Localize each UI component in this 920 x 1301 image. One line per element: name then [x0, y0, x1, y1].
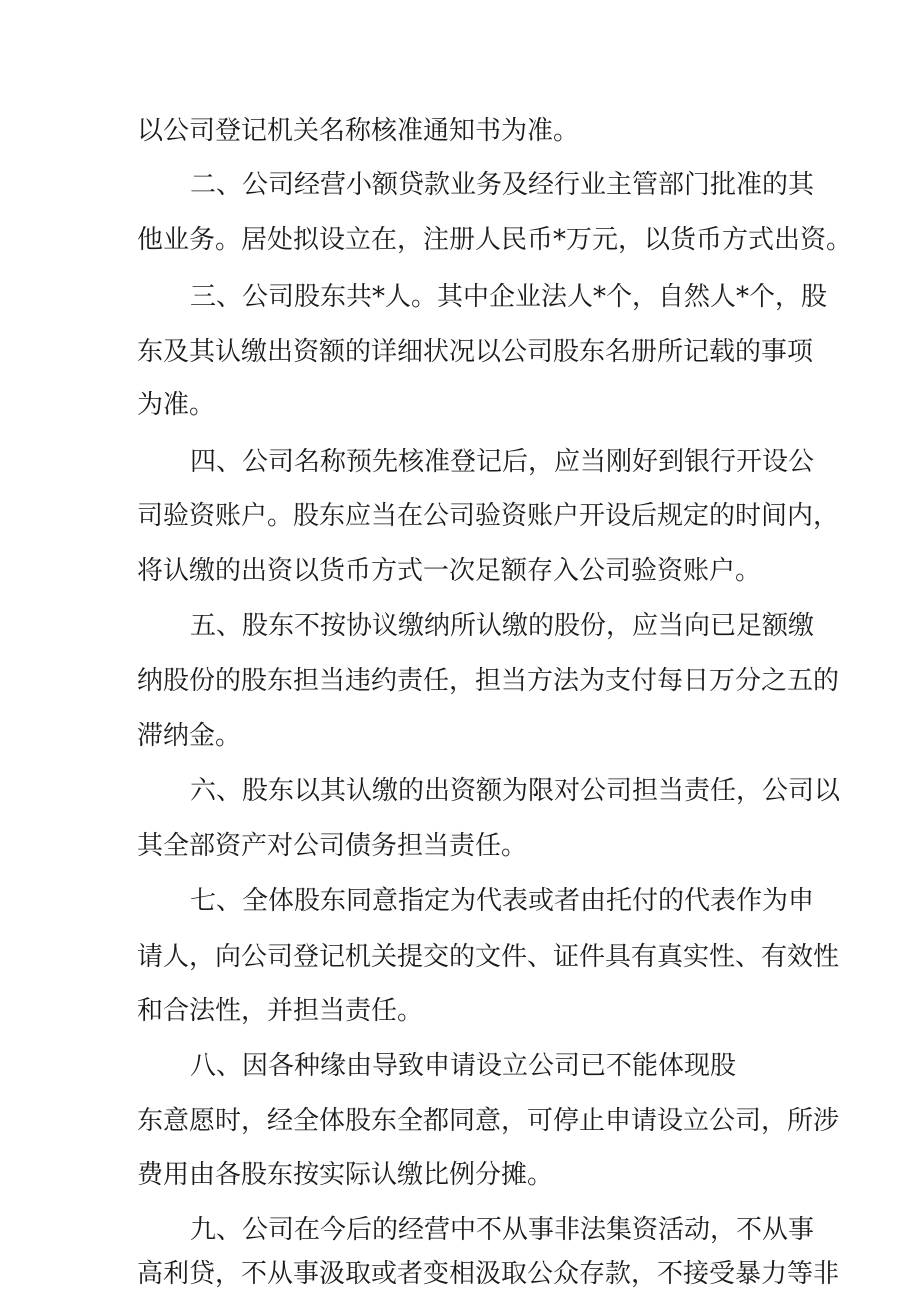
- text-line: 和合法性，并担当责任。: [137, 996, 424, 1026]
- text-line: 二、公司经营小额贷款业务及经行业主管部门批准的其: [190, 170, 815, 200]
- text-line: 七、全体股东同意指定为代表或者由托付的代表作为申: [190, 886, 815, 916]
- text-line: 司验资账户。股东应当在公司验资账户开设后规定的时间内，: [137, 501, 840, 531]
- text-line: 三、公司股东共*人。其中企业法人*个，自然人*个，股: [190, 282, 828, 312]
- text-line: 东意愿时，经全体股东全都同意，可停止申请设立公司，所涉: [137, 1106, 840, 1136]
- text-line: 五、股东不按协议缴纳所认缴的股份，应当向已足额缴: [190, 611, 815, 641]
- text-line: 高利贷，不从事汲取或者变相汲取公众存款，不接受暴力等非: [137, 1259, 840, 1289]
- text-line: 请人，向公司登记机关提交的文件、证件具有真实性、有效性: [137, 942, 840, 972]
- text-line: 四、公司名称预先核准登记后，应当刚好到银行开设公: [190, 447, 815, 477]
- text-line: 纳股份的股东担当违约责任，担当方法为支付每日万分之五的: [137, 666, 840, 696]
- text-line: 费用由各股东按实际认缴比例分摊。: [137, 1160, 554, 1190]
- text-line: 为准。: [137, 390, 216, 420]
- text-line: 滞纳金。: [137, 721, 242, 751]
- text-line: 东及其认缴出资额的详细状况以公司股东名册所记载的事项: [137, 337, 814, 367]
- text-line: 以公司登记机关名称核准通知书为准。: [137, 116, 580, 146]
- text-line: 其全部资产对公司债务担当责任。: [137, 831, 528, 861]
- text-line: 八、因各种缘由导致申请设立公司已不能体现股: [190, 1051, 737, 1081]
- text-line: 六、股东以其认缴的出资额为限对公司担当责任，公司以: [190, 776, 841, 806]
- text-line: 将认缴的出资以货币方式一次足额存入公司验资账户。: [137, 556, 762, 586]
- text-line: 他业务。居处拟设立在，注册人民币*万元，以货币方式出资。: [137, 225, 853, 255]
- text-line: 九、公司在今后的经营中不从事非法集资活动，不从事: [190, 1215, 815, 1245]
